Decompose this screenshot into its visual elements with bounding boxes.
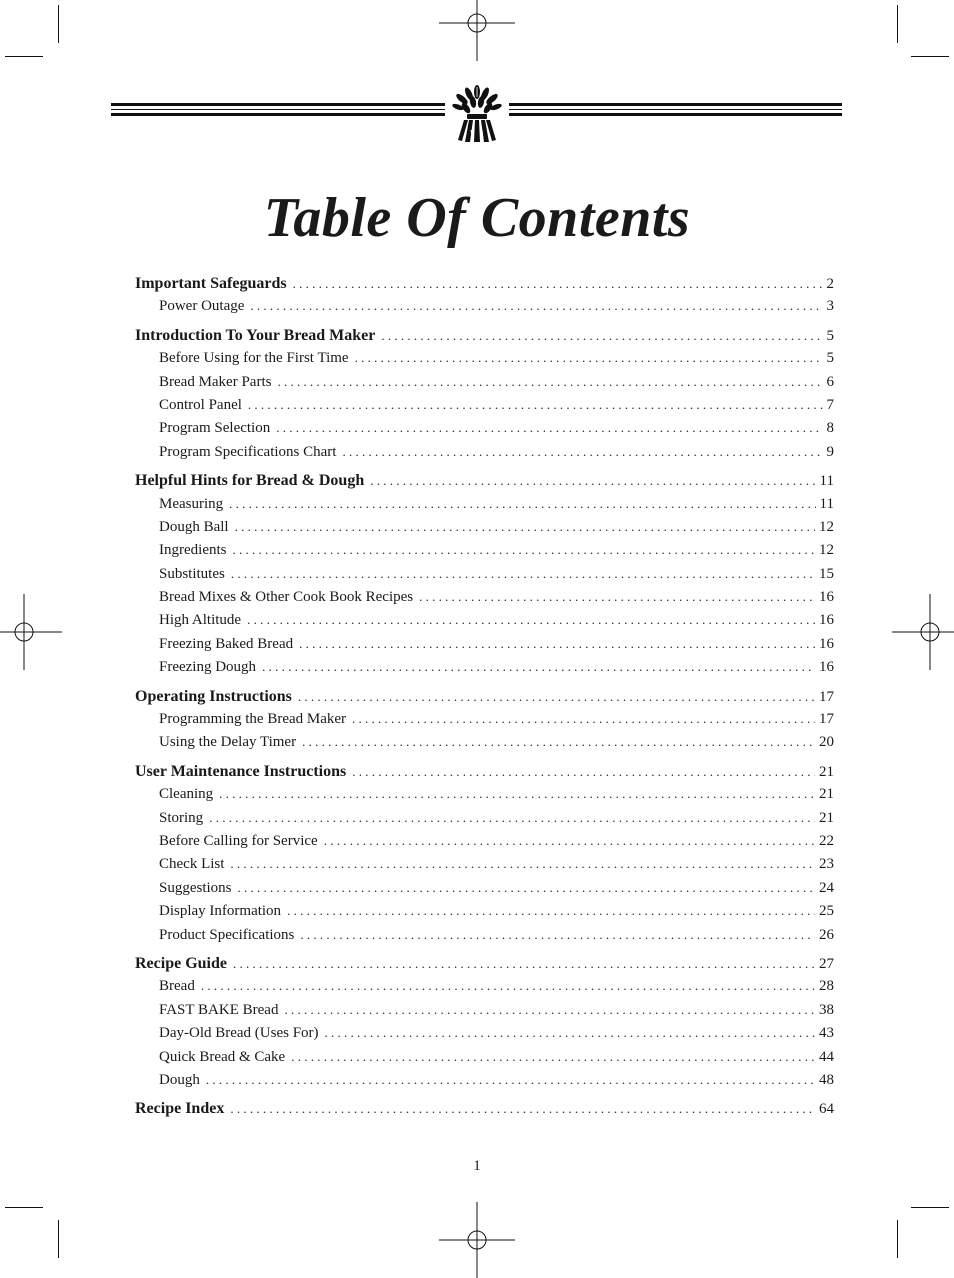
toc-subsection-entry[interactable]	[135, 397, 834, 420]
toc-leader-dots	[277, 374, 822, 390]
toc-entry-label: Bread Mixes & Other Cook Book Recipes	[159, 589, 414, 606]
registration-mark-icon	[439, 0, 515, 61]
page-number: 1	[473, 1158, 481, 1174]
toc-subsection-entry[interactable]	[135, 542, 834, 565]
toc-entry-label: Helpful Hints for Bread & Dough	[135, 472, 365, 490]
toc-entry-page: 28	[819, 978, 834, 995]
crop-mark	[58, 5, 59, 43]
toc-subsection-entry[interactable]	[135, 589, 834, 612]
toc-entry-page: 2	[826, 276, 834, 292]
toc-subsection-entry[interactable]	[135, 1002, 834, 1025]
toc-section-entry[interactable]	[135, 472, 834, 495]
toc-leader-dots	[302, 734, 815, 750]
toc-entry-page: 16	[819, 612, 834, 629]
toc-entry-label: Program Specifications Chart	[159, 443, 337, 460]
toc-subsection-entry[interactable]	[135, 1049, 834, 1072]
toc-subsection-entry[interactable]	[135, 734, 834, 757]
toc-entry-label: High Altitude	[159, 612, 242, 629]
toc-leader-dots	[342, 444, 822, 460]
toc-entry-page: 23	[819, 856, 834, 873]
toc-leader-dots	[299, 636, 815, 652]
toc-section-entry[interactable]	[135, 275, 834, 298]
toc-entry-page: 11	[819, 473, 834, 490]
toc-subsection-entry[interactable]	[135, 711, 834, 734]
toc-entry-label: Freezing Baked Bread	[159, 635, 294, 652]
crop-mark	[5, 56, 43, 57]
toc-subsection-entry[interactable]	[135, 880, 834, 903]
toc-leader-dots	[248, 397, 823, 413]
toc-entry-page: 64	[819, 1101, 834, 1118]
toc-entry-page: 26	[819, 926, 834, 943]
toc-leader-dots	[230, 856, 815, 872]
toc-entry-page: 3	[826, 298, 834, 315]
toc-entry-label: User Maintenance Instructions	[135, 762, 347, 780]
toc-entry-label: Product Specifications	[159, 926, 295, 943]
toc-subsection-entry[interactable]	[135, 298, 834, 321]
toc-leader-dots	[291, 1049, 815, 1065]
toc-leader-dots	[276, 420, 822, 436]
toc-entry-label: Check List	[159, 856, 225, 873]
toc-entry-page: 16	[819, 659, 834, 676]
toc-entry-page: 43	[819, 1025, 834, 1042]
toc-entry-label: Introduction To Your Bread Maker	[135, 326, 376, 344]
toc-subsection-entry[interactable]	[135, 1025, 834, 1048]
toc-entry-page: 20	[819, 734, 834, 751]
toc-subsection-entry[interactable]	[135, 519, 834, 542]
toc-entry-page: 27	[819, 955, 834, 972]
toc-entry-label: Recipe Index	[135, 1100, 225, 1118]
toc-entry-page: 16	[819, 635, 834, 652]
toc-subsection-entry[interactable]	[135, 636, 834, 659]
toc-entry-label: Storing	[159, 809, 204, 826]
toc-entry-page: 9	[826, 443, 834, 460]
toc-leader-dots	[231, 566, 815, 582]
toc-subsection-entry[interactable]	[135, 856, 834, 879]
toc-leader-dots	[419, 589, 815, 605]
toc-entry-page: 48	[819, 1071, 834, 1088]
toc-entry-page: 17	[819, 688, 834, 705]
toc-entry-label: Dough	[159, 1071, 200, 1088]
toc-entry-page: 6	[826, 373, 834, 390]
toc-entry-label: Recipe Guide	[135, 954, 227, 972]
toc-section-entry[interactable]	[135, 955, 834, 978]
toc-entry-label: Before Calling for Service	[159, 832, 318, 849]
registration-mark-icon	[0, 594, 62, 670]
toc-entry-label: Ingredients	[159, 542, 227, 559]
toc-entry-page: 8	[826, 420, 834, 437]
toc-entry-label: FAST BAKE Bread	[159, 1001, 279, 1018]
crop-mark	[911, 56, 949, 57]
toc-entry-page: 21	[819, 809, 834, 826]
crop-mark	[897, 5, 898, 43]
toc-subsection-entry[interactable]	[135, 612, 834, 635]
toc-entry-label: Display Information	[159, 903, 282, 920]
toc-entry-label: Programming the Bread Maker	[159, 711, 347, 728]
toc-entry-label: Using the Delay Timer	[159, 734, 297, 751]
toc-subsection-entry[interactable]	[135, 833, 834, 856]
toc-leader-dots	[324, 833, 815, 849]
toc-entry-page: 7	[826, 396, 834, 413]
toc-subsection-entry[interactable]	[135, 786, 834, 809]
toc-subsection-entry[interactable]	[135, 1072, 834, 1095]
crop-mark	[897, 1220, 898, 1258]
toc-subsection-entry[interactable]	[135, 374, 834, 397]
toc-leader-dots	[370, 473, 815, 489]
toc-subsection-entry[interactable]	[135, 659, 834, 682]
toc-entry-label: Cleaning	[159, 786, 214, 803]
toc-leader-dots	[352, 764, 815, 780]
toc-leader-dots	[300, 927, 815, 943]
toc-section-entry[interactable]	[135, 763, 834, 786]
toc-entry-page: 17	[819, 711, 834, 728]
toc-subsection-entry[interactable]	[135, 927, 834, 950]
toc-entry-page: 5	[826, 350, 834, 367]
registration-mark-icon	[439, 1202, 515, 1278]
toc-section-entry[interactable]	[135, 688, 834, 711]
toc-leader-dots	[352, 711, 815, 727]
toc-entry-label: Substitutes	[159, 565, 225, 582]
toc-leader-dots	[381, 328, 822, 344]
toc-entry-page: 5	[826, 327, 834, 344]
toc-subsection-entry[interactable]	[135, 444, 834, 467]
toc-entry-page: 21	[819, 763, 834, 780]
toc-leader-dots	[287, 903, 815, 919]
toc-leader-dots	[293, 276, 823, 292]
toc-entry-page: 16	[819, 589, 834, 606]
toc-entry-page: 22	[819, 832, 834, 849]
toc-leader-dots	[229, 496, 815, 512]
crop-mark	[58, 1220, 59, 1258]
toc-entry-page: 25	[819, 903, 834, 920]
toc-entry-page: 24	[819, 879, 834, 896]
toc-entry-label: Measuring	[159, 495, 224, 512]
toc-subsection-entry[interactable]	[135, 810, 834, 833]
toc-leader-dots	[262, 659, 815, 675]
toc-entry-label: Important Safeguards	[135, 275, 287, 292]
toc-leader-dots	[355, 350, 823, 366]
toc-leader-dots	[230, 1101, 815, 1117]
toc-entry-label: Suggestions	[159, 879, 232, 896]
toc-entry-label: Quick Bread & Cake	[159, 1048, 286, 1065]
toc-entry-label: Bread	[159, 978, 195, 995]
toc-leader-dots	[247, 612, 815, 628]
toc-entry-label: Before Using for the First Time	[159, 350, 349, 367]
toc-entry-label: Program Selection	[159, 420, 271, 437]
toc-leader-dots	[238, 880, 815, 896]
toc-leader-dots	[284, 1002, 815, 1018]
toc-entry-label: Control Panel	[159, 396, 242, 413]
toc-subsection-entry[interactable]	[135, 350, 834, 373]
wheat-sheaf-icon	[445, 82, 509, 146]
toc-subsection-entry[interactable]	[135, 978, 834, 1001]
toc-entry-page: 11	[819, 495, 834, 512]
toc-leader-dots	[250, 298, 822, 314]
table-of-contents	[135, 275, 834, 1124]
toc-entry-label: Bread Maker Parts	[159, 373, 272, 390]
toc-leader-dots	[201, 978, 815, 994]
toc-entry-label: Dough Ball	[159, 518, 229, 535]
toc-leader-dots	[233, 956, 815, 972]
toc-entry-page: 12	[819, 542, 834, 559]
toc-leader-dots	[235, 519, 815, 535]
toc-subsection-entry[interactable]	[135, 566, 834, 589]
toc-leader-dots	[232, 542, 815, 558]
toc-leader-dots	[209, 810, 815, 826]
crop-mark	[5, 1207, 43, 1208]
toc-section-entry[interactable]	[135, 327, 834, 350]
toc-leader-dots	[298, 689, 815, 705]
toc-entry-page: 38	[819, 1001, 834, 1018]
toc-entry-page: 44	[819, 1048, 834, 1065]
toc-entry-page: 12	[819, 518, 834, 535]
registration-mark-icon	[892, 594, 954, 670]
toc-leader-dots	[206, 1072, 815, 1088]
toc-subsection-entry[interactable]	[135, 903, 834, 926]
toc-leader-dots	[219, 786, 815, 802]
toc-entry-label: Freezing Dough	[159, 659, 257, 676]
toc-entry-page: 21	[819, 786, 834, 803]
toc-entry-page: 15	[819, 565, 834, 582]
page-title: Table Of Contents	[263, 187, 691, 249]
toc-subsection-entry[interactable]	[135, 420, 834, 443]
toc-section-entry[interactable]	[135, 1100, 834, 1123]
toc-subsection-entry[interactable]	[135, 496, 834, 519]
toc-leader-dots	[325, 1025, 815, 1041]
toc-entry-label: Operating Instructions	[135, 687, 292, 705]
crop-mark	[911, 1207, 949, 1208]
toc-entry-label: Power Outage	[159, 298, 245, 315]
toc-entry-label: Day-Old Bread (Uses For)	[159, 1025, 319, 1042]
